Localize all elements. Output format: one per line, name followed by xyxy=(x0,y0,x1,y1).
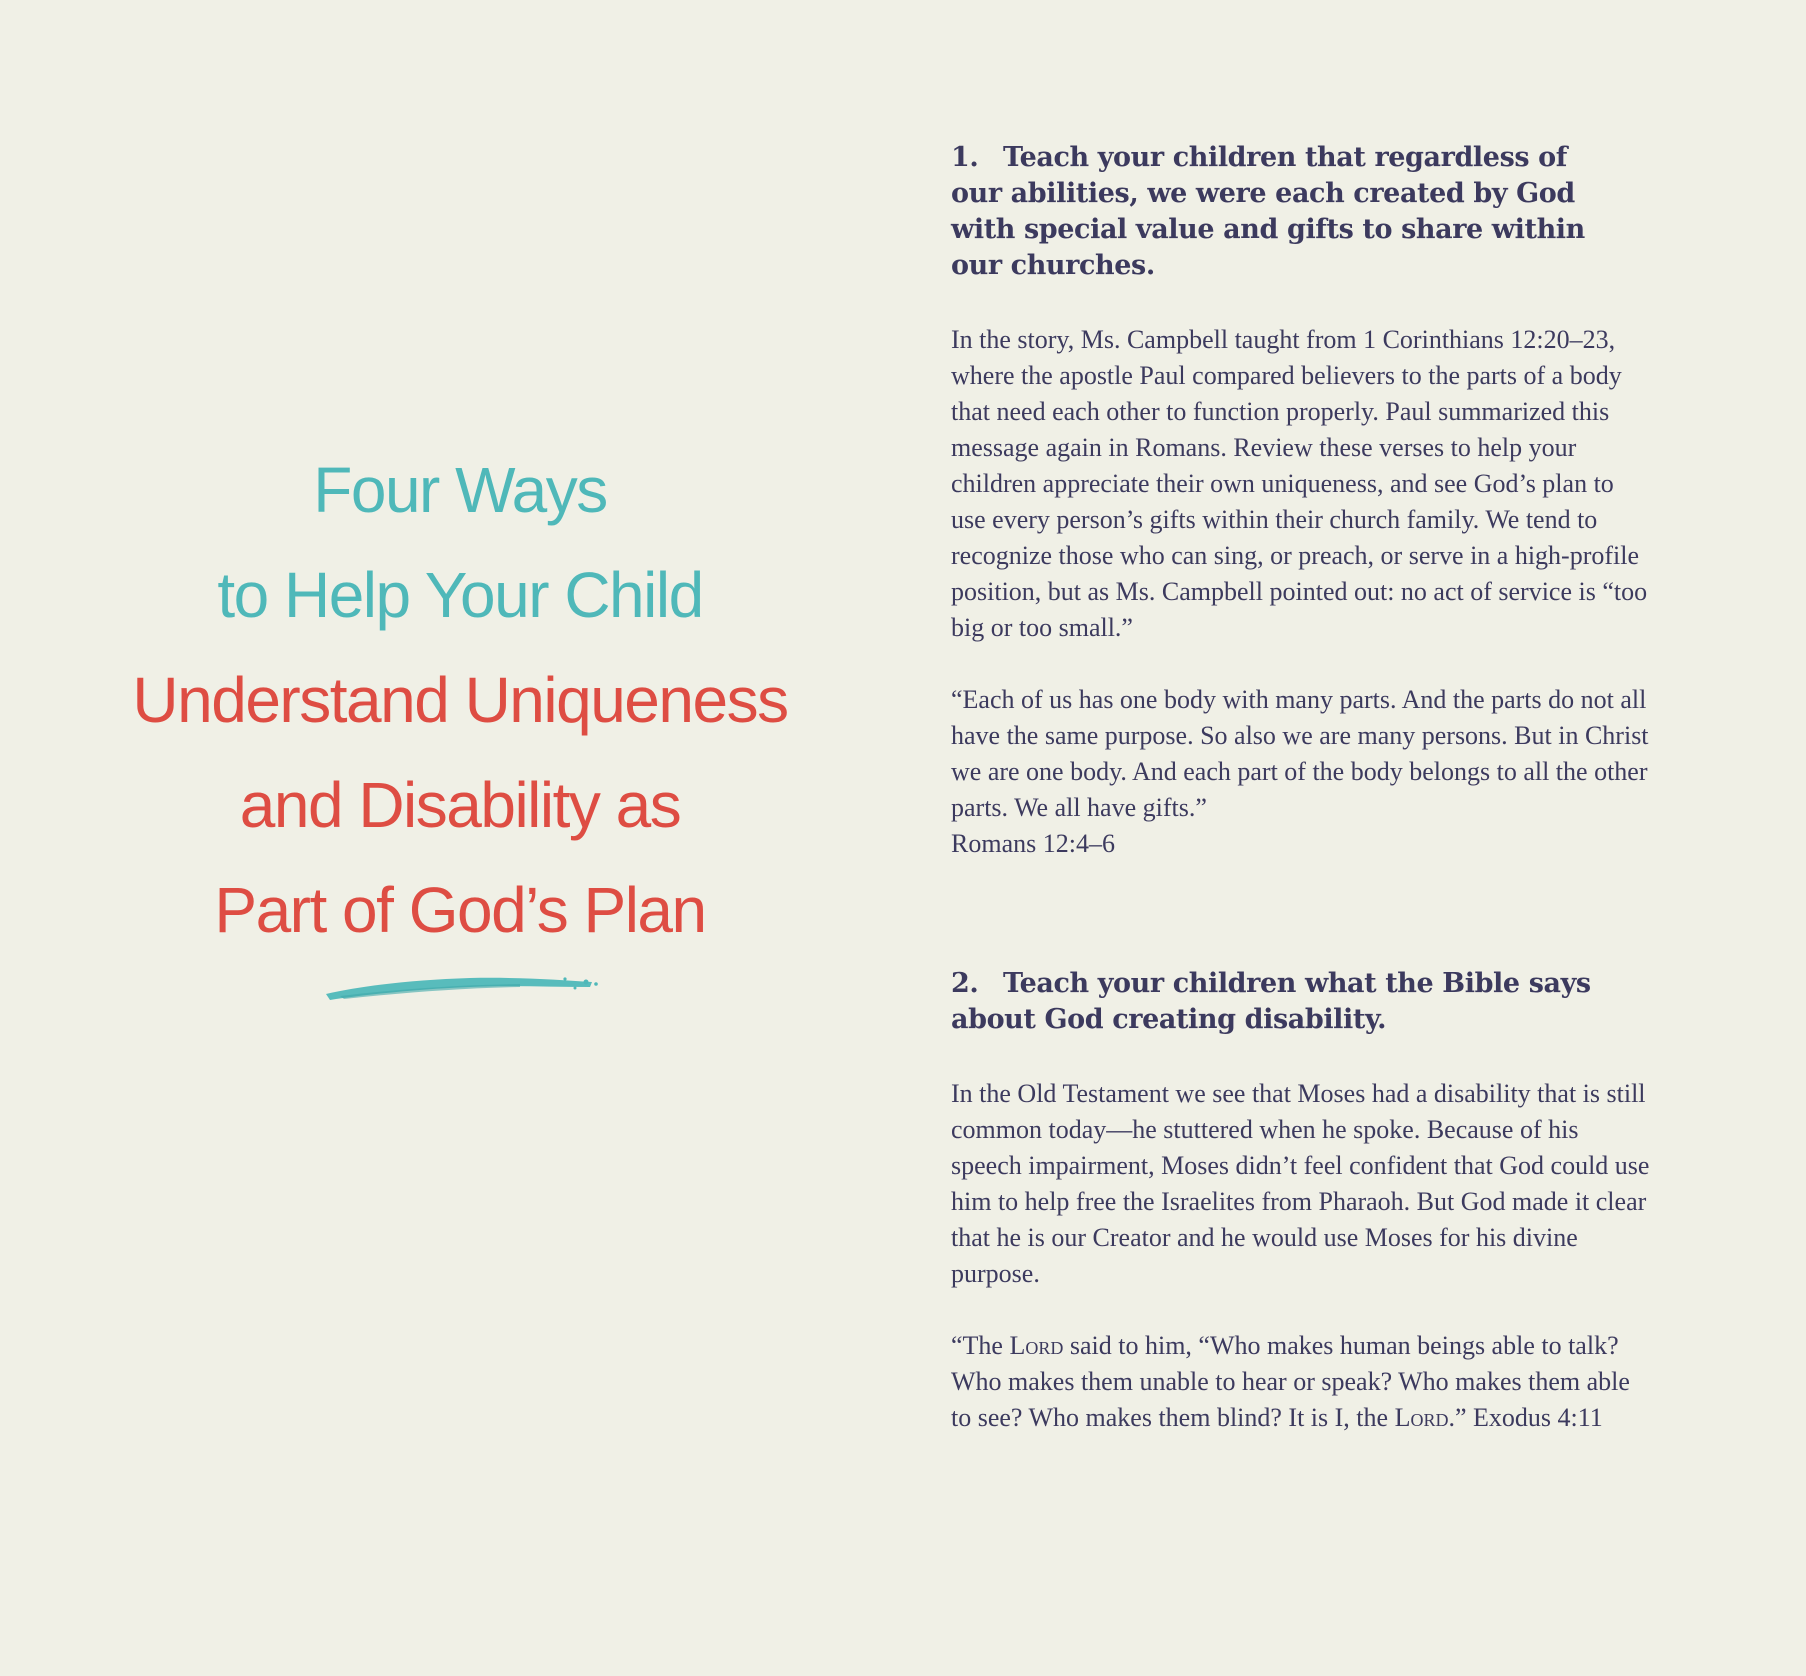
section-2-quote-part: said to him, “Who makes human beings able to talk? Who makes them unable to hear or speak? Who makes them able to see? Who makes them blind? It is I, the xyxy=(951,1331,1630,1432)
page-title xyxy=(0,438,920,963)
section-2-number: 2. xyxy=(951,968,979,999)
section-2-quote-part: “The xyxy=(951,1331,1010,1360)
section-1-paragraph: In the story, Ms. Campbell taught from 1 Corinthians 12:20–23, where the apostle Paul compared believers to the parts of a body that need each other to function properly. Paul summarized this message again in Romans. Review these verses to help your children appreciate their own uniqueness, and see God’s plan to use every person’s gifts within their church family. We tend to recognize those who can sing, or preach, or serve in a high-profile position, but as Ms. Campbell pointed out: no act of service is “too big or too small.” xyxy=(951,325,1648,642)
section-2-quote-reference: .” Exodus 4:11 xyxy=(1448,1403,1603,1432)
section-1-heading xyxy=(951,140,1601,284)
title-line-5: Part of God’s Plan xyxy=(214,874,706,946)
section-1-heading-text: Teach your children that regardless of our abilities, we were each created by God with special value and gifts to share within our churches. xyxy=(951,142,1585,281)
section-1-number: 1. xyxy=(951,142,979,173)
section-1-quote-text: “Each of us has one body with many parts. And the parts do not all have the same purpose. So also we are many persons. But in Christ we are one body. And each part of the body belongs to all the other parts. We all have gifts.” xyxy=(951,685,1649,822)
title-line-3: Understand Uniqueness xyxy=(132,664,788,736)
section-2-quote xyxy=(951,1328,1651,1436)
section-2-paragraph: In the Old Testament we see that Moses had a disability that is still common today—he stuttered when he spoke. Because of his speech impairment, Moses didn’t feel confident that God could use him to help free the Israelites from Pharaoh. But God made it clear that he is our Creator and he would use Moses for his divine purpose. xyxy=(951,1079,1650,1288)
brush-stroke-decoration xyxy=(320,968,600,1008)
section-2-heading-text: Teach your children what the Bible says about God creating disability. xyxy=(951,968,1591,1035)
section-2-quote-lord: Lord xyxy=(1394,1403,1449,1432)
section-1-quote xyxy=(951,682,1651,862)
title-line-1: Four Ways xyxy=(313,454,607,526)
title-line-2: to Help Your Child xyxy=(217,559,703,631)
section-2-quote-lord: Lord xyxy=(1009,1331,1064,1360)
title-line-4: and Disability as xyxy=(239,769,681,841)
section-2-heading xyxy=(951,966,1601,1038)
section-1-quote-reference: Romans 12:4–6 xyxy=(951,829,1115,858)
right-page-content xyxy=(951,140,1651,1436)
